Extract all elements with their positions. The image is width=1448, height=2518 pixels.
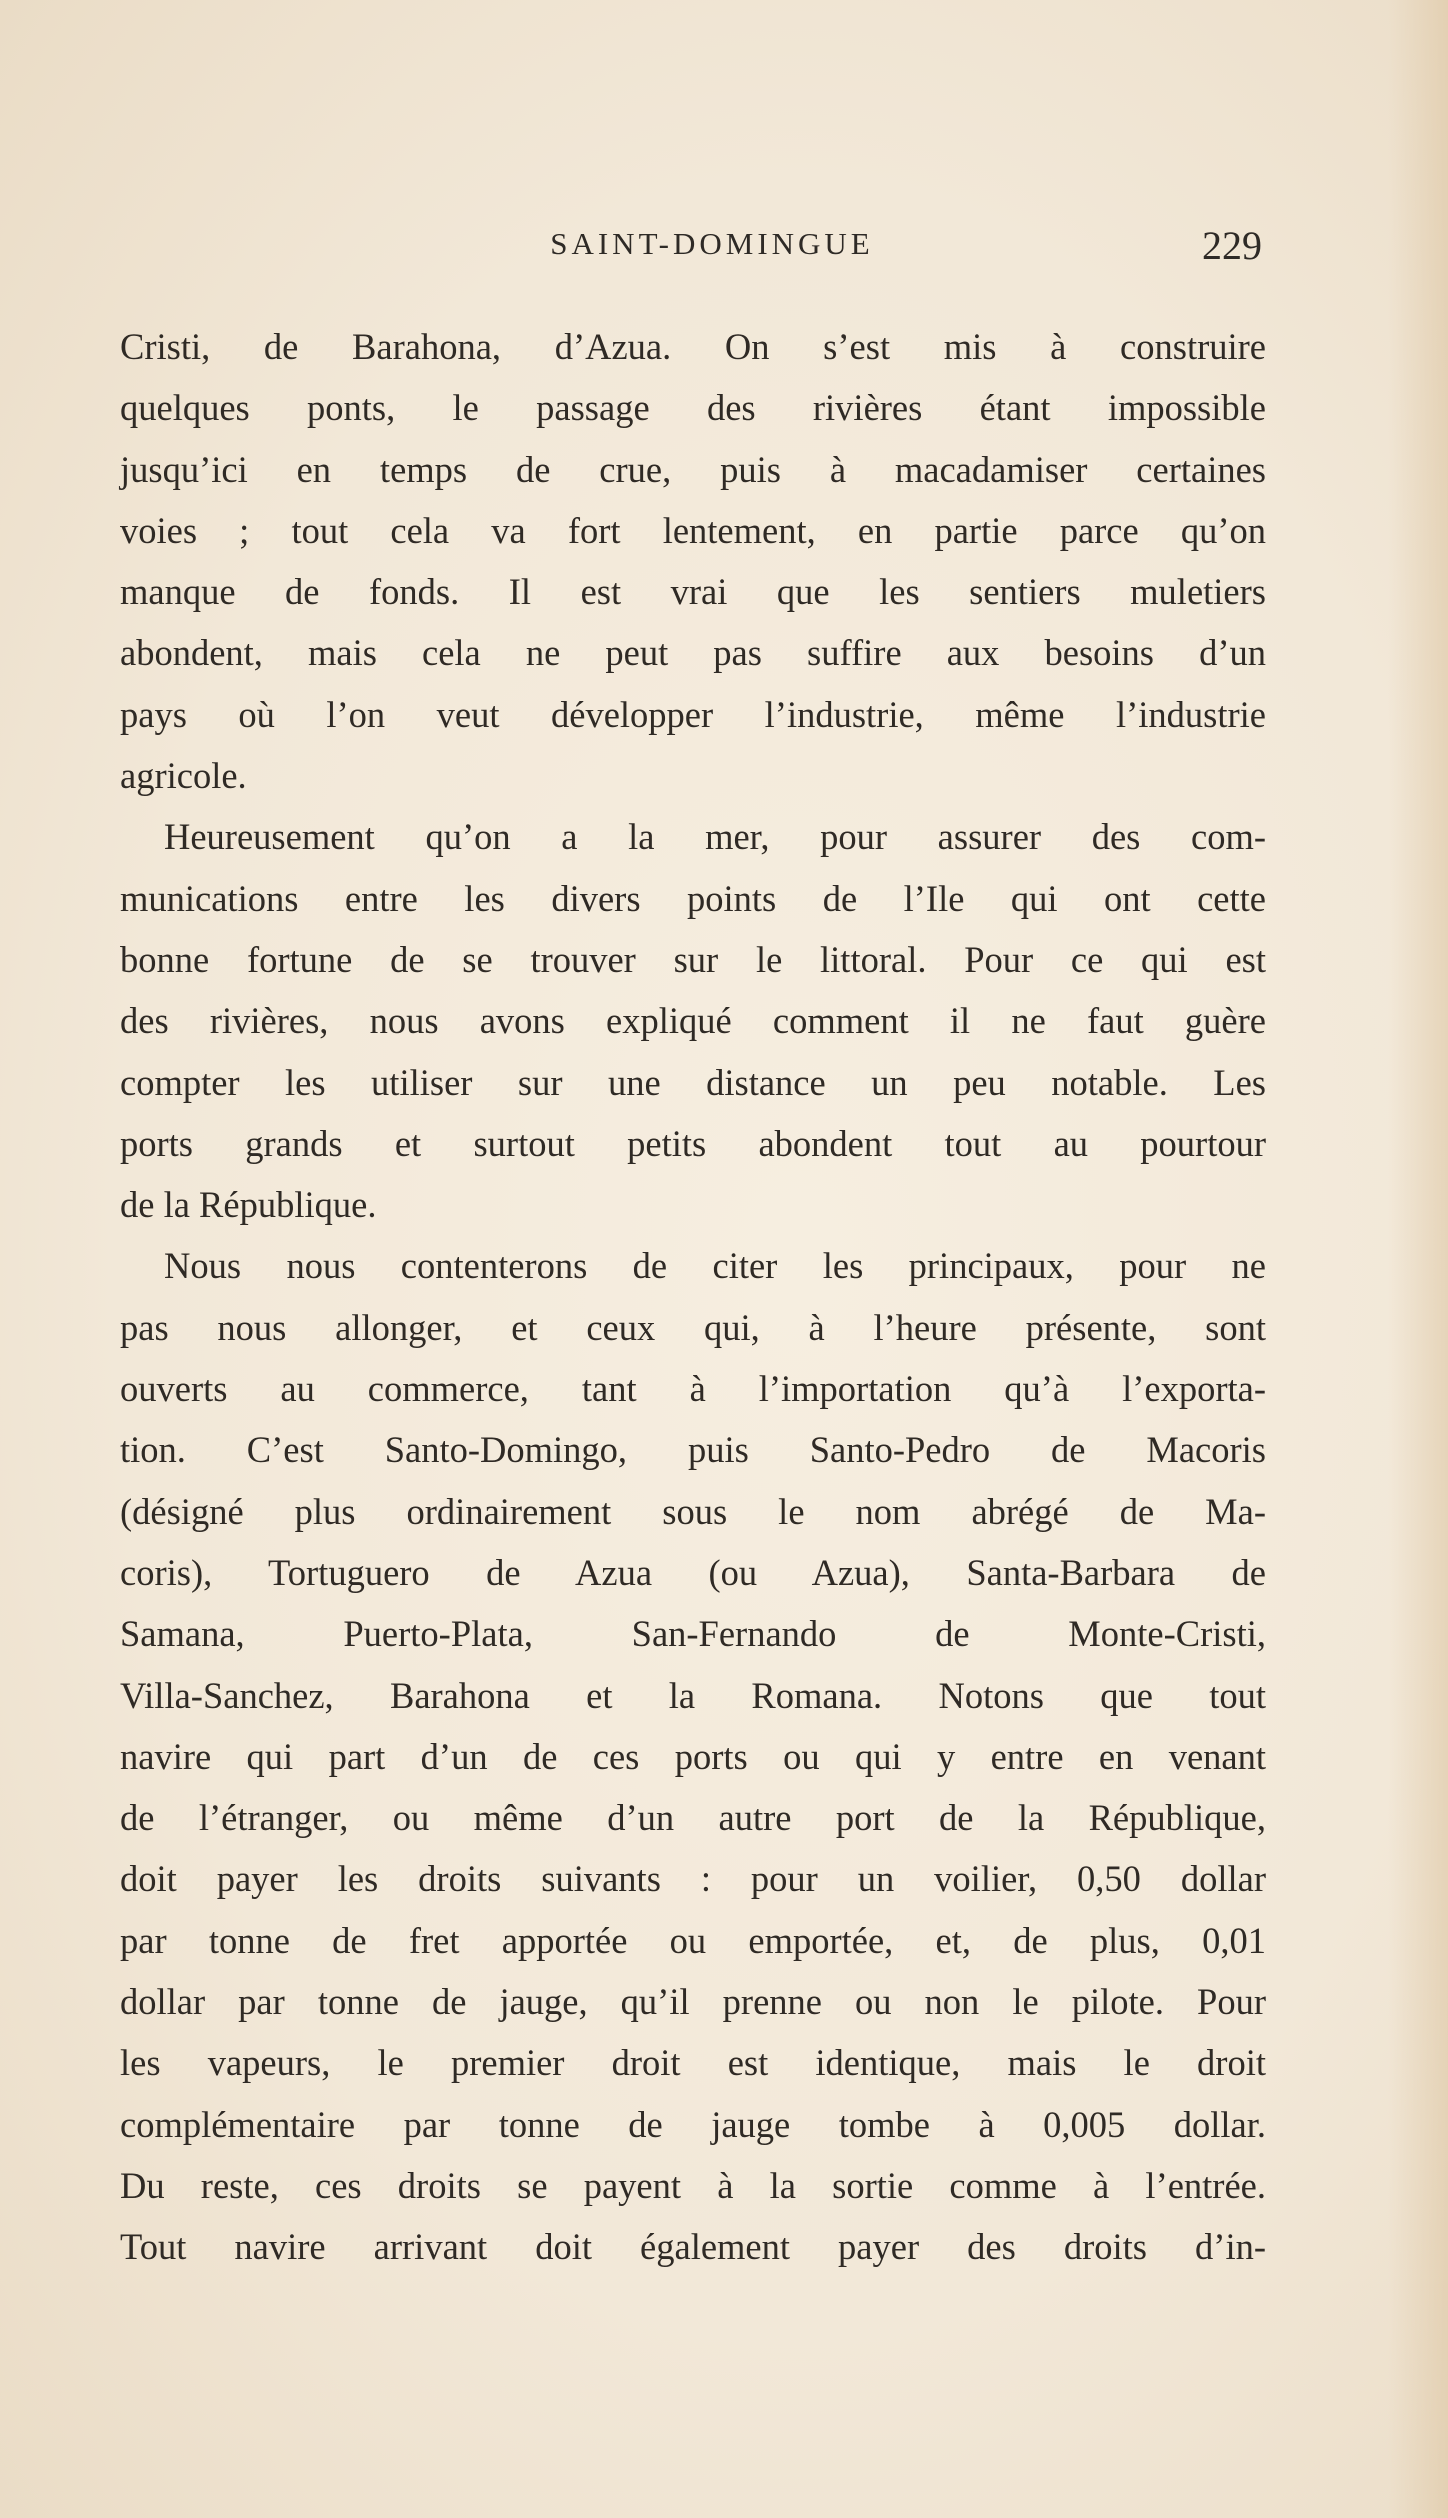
text-line: (désigné plus ordinairement sous le nom abrégé de Ma- (120, 1490, 1266, 1532)
text-line: navire qui part d’un de ces ports ou qui y entre en venant (120, 1735, 1266, 1777)
paragraph-start-line: Heureusement qu’on a la mer, pour assurer des com- (164, 816, 1266, 858)
text-line: compter les utiliser sur une distance un peu notable. Les (120, 1061, 1266, 1103)
text-line: Tout navire arrivant doit également payer des droits d’in- (120, 2226, 1266, 2268)
paragraph-end-line: de la République. (120, 1184, 377, 1226)
text-line: munications entre les divers points de l’Ile qui ont cette (120, 877, 1266, 919)
text-line: coris), Tortuguero de Azua (ou Azua), Santa-Barbara de (120, 1551, 1266, 1593)
page-edge-shading (1388, 0, 1448, 2518)
text-line: doit payer les droits suivants : pour un voilier, 0,50 dollar (120, 1858, 1266, 1900)
text-line: pas nous allonger, et ceux qui, à l’heure présente, sont (120, 1306, 1266, 1348)
text-line: dollar par tonne de jauge, qu’il prenne ou non le pilote. Pour (120, 1981, 1266, 2023)
text-line: Du reste, ces droits se payent à la sortie comme à l’entrée. (120, 2164, 1266, 2206)
text-line: quelques ponts, le passage des rivières étant impossible (120, 387, 1266, 429)
text-line: jusqu’ici en temps de crue, puis à macadamiser certaines (120, 448, 1266, 490)
text-line: tion. C’est Santo-Domingo, puis Santo-Pedro de Macoris (120, 1429, 1266, 1471)
page-number: 229 (1202, 223, 1262, 268)
text-line: Cristi, de Barahona, d’Azua. On s’est mis à construire (120, 326, 1266, 367)
text-line: bonne fortune de se trouver sur le littoral. Pour ce qui est (120, 938, 1266, 980)
text-line: manque de fonds. Il est vrai que les sentiers muletiers (120, 571, 1266, 613)
text-line: par tonne de fret apportée ou emportée, et, de plus, 0,01 (120, 1919, 1266, 1961)
text-line: de l’étranger, ou même d’un autre port de la République, (120, 1797, 1266, 1839)
text-line: Samana, Puerto-Plata, San-Fernando de Monte-Cristi, (120, 1613, 1266, 1655)
text-line: ouverts au commerce, tant à l’importation qu’à l’exporta- (120, 1368, 1266, 1410)
text-line: Villa-Sanchez, Barahona et la Romana. Notons que tout (120, 1674, 1266, 1716)
text-line: des rivières, nous avons expliqué comment il ne faut guère (120, 1000, 1266, 1042)
text-line: les vapeurs, le premier droit est identique, mais le droit (120, 2042, 1266, 2084)
text-line: voies ; tout cela va fort lentement, en partie parce qu’on (120, 509, 1266, 551)
running-head (122, 222, 1262, 272)
text-line: ports grands et surtout petits abondent tout au pourtour (120, 1122, 1266, 1164)
text-line: complémentaire par tonne de jauge tombe à 0,005 dollar. (120, 2103, 1266, 2145)
running-title: SAINT-DOMINGUE (550, 226, 874, 261)
paragraph-start-line: Nous nous contenterons de citer les principaux, pour ne (164, 1245, 1266, 1287)
body-text (120, 316, 1266, 2278)
text-line: pays où l’on veut développer l’industrie, même l’industrie (120, 693, 1266, 735)
paragraph-end-line: agricole. (120, 755, 247, 797)
text-line: abondent, mais cela ne peut pas suffire aux besoins d’un (120, 632, 1266, 674)
